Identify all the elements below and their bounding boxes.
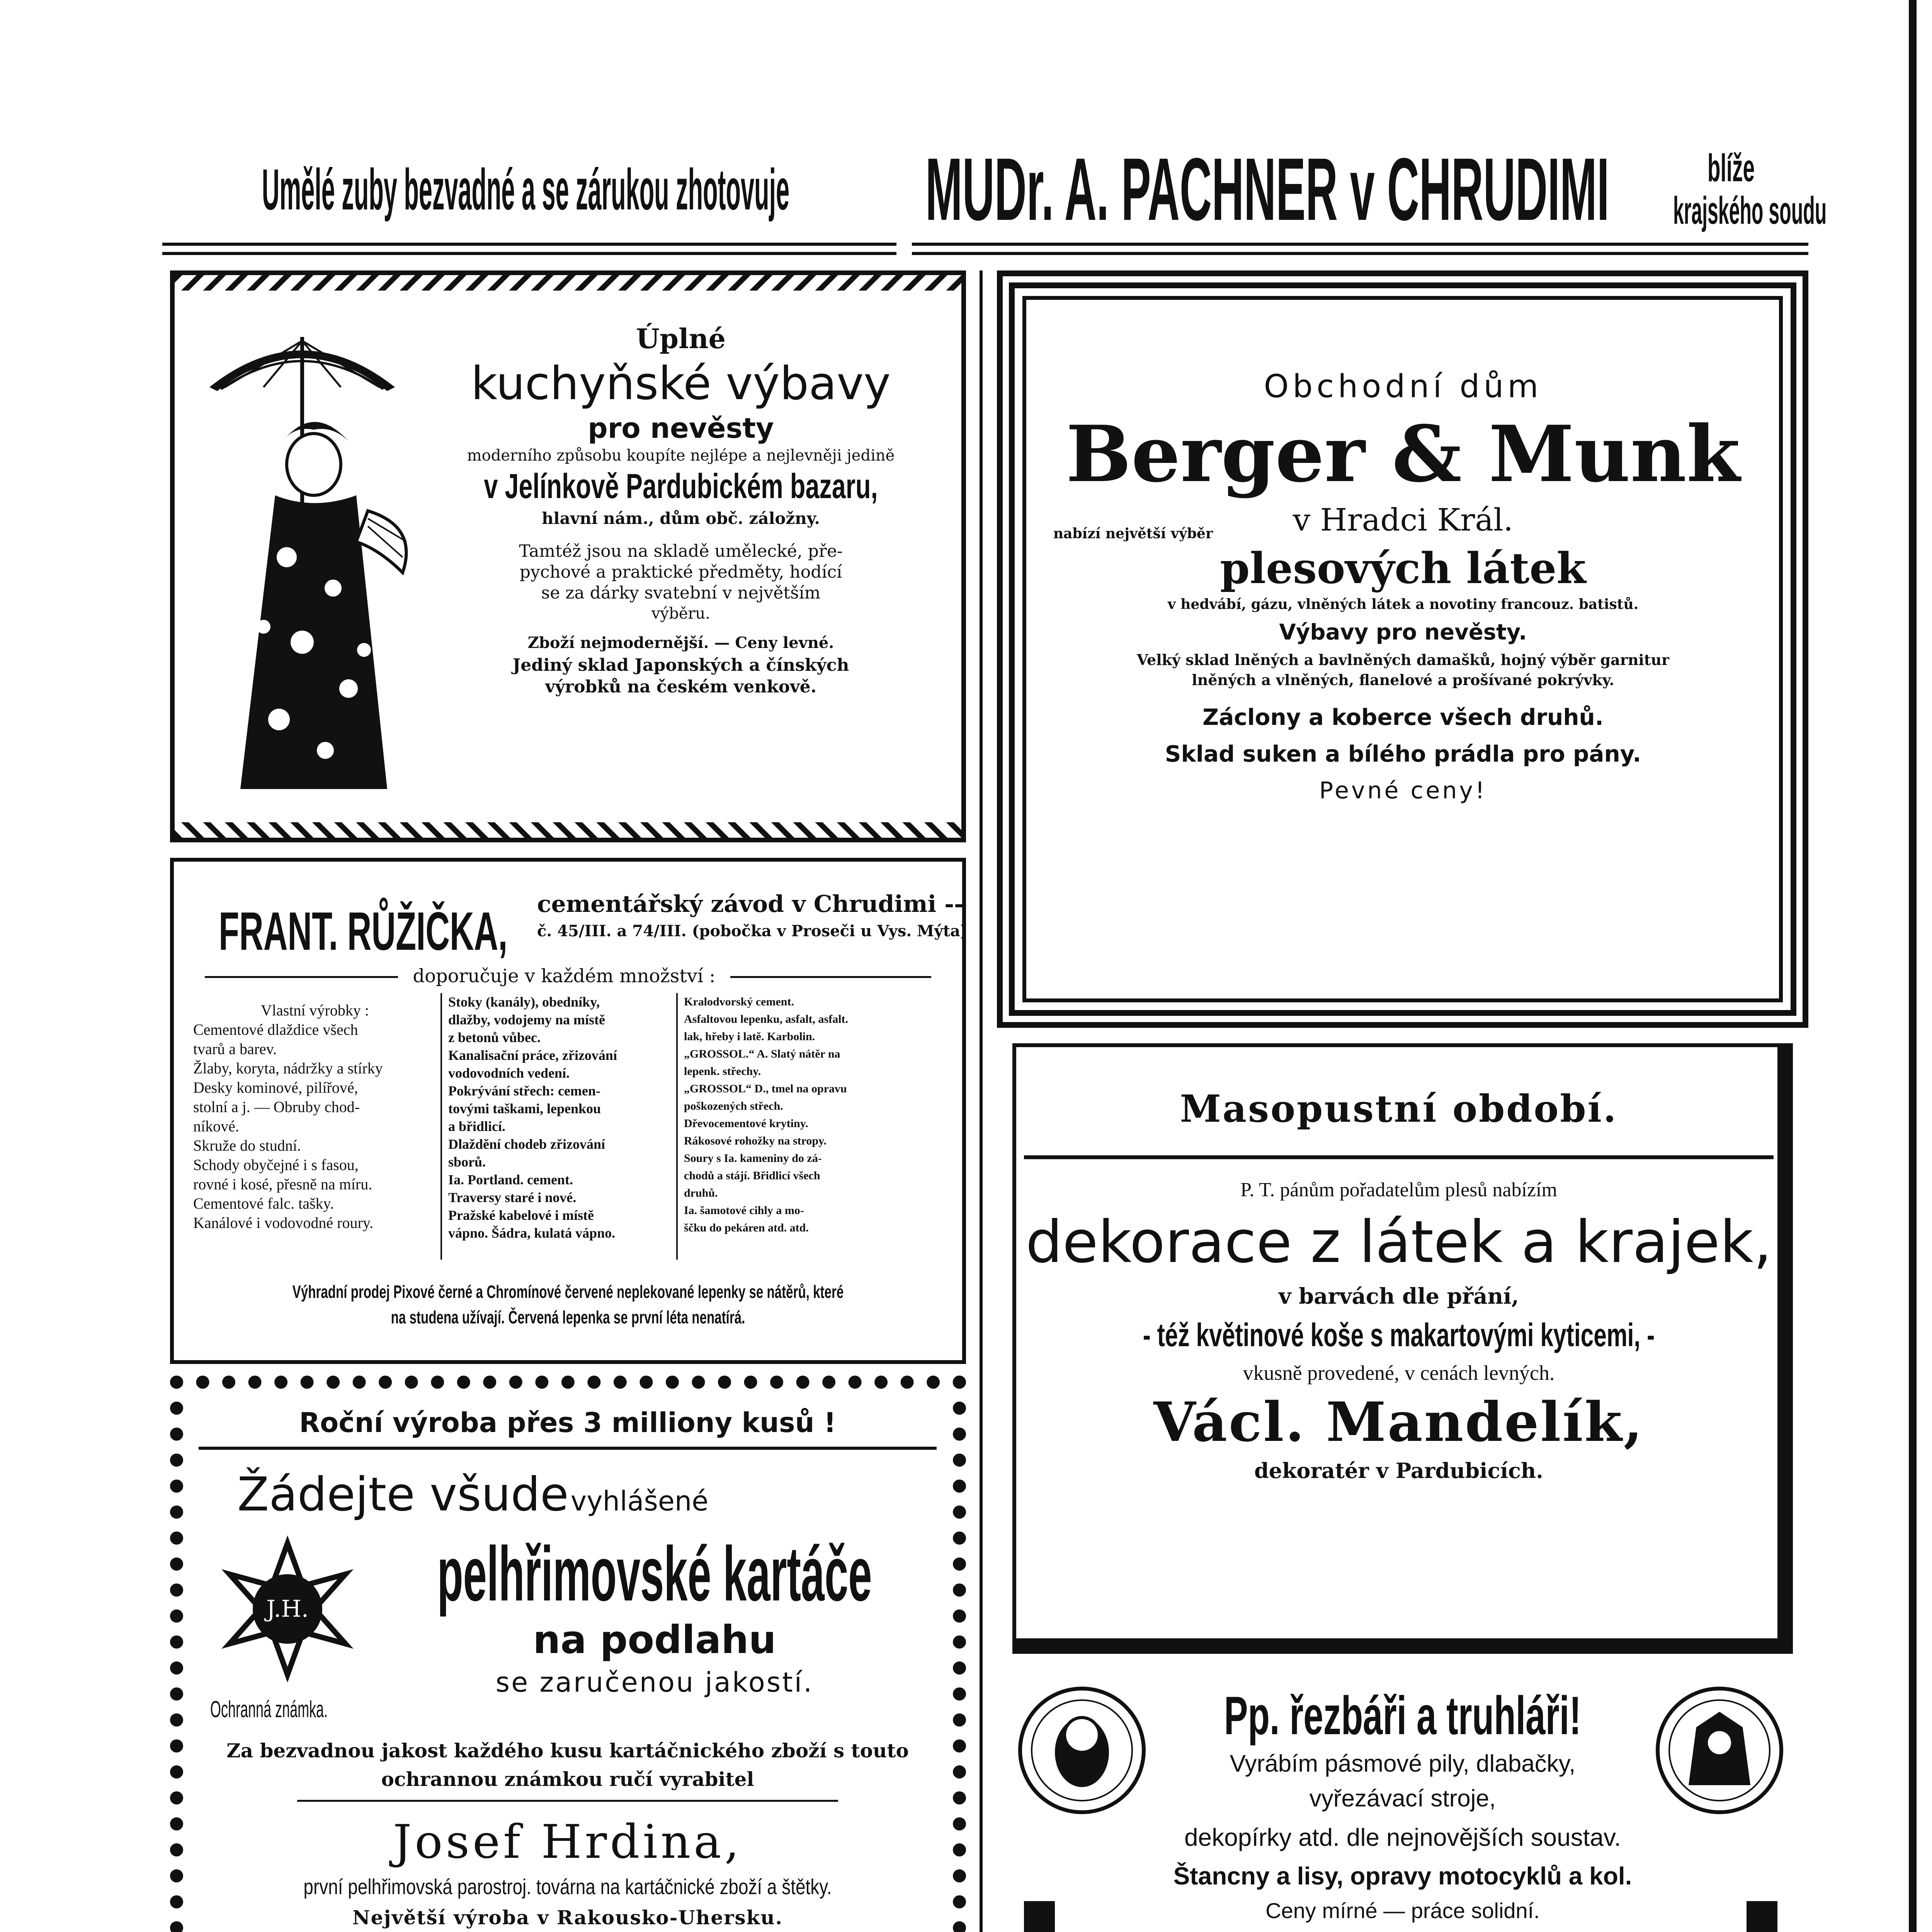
jelinek-line13: výrobků na českém venkově. (545, 677, 817, 697)
hrdina-line8: Největší výroba v Rakousko-Uhersku. (352, 1906, 783, 1929)
berger-line8: lněných a vlněných, flanelové a prošívané pokrývky. (1192, 671, 1614, 689)
ruzicka-col2-item: dlažby, vodojemy na místě (448, 1012, 605, 1027)
ruzicka-footer2: na studena užívají. Červená lepenka se první léta nenatírá. (391, 1307, 745, 1327)
ruzicka-col3-item: ščku do pekáren atd. atd. (684, 1221, 809, 1234)
zigzag-border-top (175, 275, 961, 291)
jelinek-line1: Úplné (636, 323, 726, 355)
ruzicka-col2-item: vodovodních vedení. (448, 1065, 570, 1081)
header-rule-3 (912, 243, 1808, 246)
berger-line5: v hedvábí, gázu, vlněných látek a novotiny francouz. batistů. (1167, 596, 1639, 612)
ad-polacek (1005, 1677, 1801, 1932)
ruzicka-col3 (684, 993, 954, 1236)
hrdina-top: Roční výroba přes 3 milliony kusů ! (299, 1407, 836, 1439)
ruzicka-col3-item: Rákosové rohožky na stropy. (684, 1134, 827, 1147)
polacek-title: Pp. řezbáři a truhláři! (1224, 1685, 1582, 1746)
polacek-bar-left (1024, 1901, 1055, 1932)
berger-line7: Velký sklad lněných a bavlněných damašků, hojný výběr garnitur (1137, 651, 1669, 668)
jelinek-line10: výběru. (651, 605, 711, 622)
hrdina-line3: na podlahu (533, 1617, 776, 1662)
geisha-illustration (186, 310, 418, 820)
ruzicka-col3-item: Asfaltovou lepenku, asfalt, asfalt. (684, 1013, 849, 1026)
hrdina-line4: se zaručenou jakostí. (495, 1667, 814, 1698)
mandelik-line5: vkusně provedené, v cenách levných. (1243, 1361, 1555, 1384)
jelinek-line2: kuchyňské výbavy (471, 357, 891, 410)
berger-line3: nabízí největší výběr (1053, 526, 1213, 542)
ruzicka-rule-right (730, 976, 931, 978)
mandelik-title: Masopustní období. (1180, 1087, 1618, 1131)
ruzicka-col2-item: tovými taškami, lepenkou (448, 1101, 601, 1116)
jelinek-line11: Zboží nejmodernější. — Ceny levné. (527, 634, 834, 652)
ruzicka-col2-item: Stoky (kanály), obedníky, (448, 994, 600, 1010)
berger-name: Berger & Munk (1066, 409, 1740, 500)
ruzicka-col2-item: Pražské kabelové i místě (448, 1208, 594, 1223)
ruzicka-col2-item: a břidlicí. (448, 1119, 506, 1134)
ad-mandelik (1012, 1043, 1793, 1654)
berger-line2: v Hradci Král. (1293, 502, 1514, 538)
ad-hrdina (170, 1376, 966, 1932)
header-rule-1 (162, 243, 896, 246)
hrdina-line2: pelhřimovské kartáče (437, 1531, 872, 1617)
ruzicka-col1-item: Cementové dlaždice všech (193, 1021, 358, 1038)
polacek-line3: dekopírky atd. dle nejnovějších soustav. (1184, 1823, 1621, 1851)
berger-line4: plesových látek (1220, 543, 1586, 593)
hrdina-line5: Za bezvadnou jakost každého kusu kartáčnického zboží s touto (226, 1739, 909, 1762)
ruzicka-col2-item: Kanalisační práce, zřizování (448, 1048, 617, 1063)
header-rule-2 (162, 252, 896, 255)
ruzicka-col1-item: Desky kominové, pilířové, (193, 1079, 358, 1096)
polacek-line6 (1066, 1928, 1739, 1932)
ruzicka-col3-item: „GROSSOL“ D., tmel na opravu (684, 1082, 847, 1095)
polacek-line2: vyřezávací stroje, (1309, 1785, 1496, 1812)
ruzicka-col1-item: Vlastní výrobky : (261, 1002, 369, 1019)
ruzicka-name: FRANT. RŮŽIČKA, (219, 901, 508, 961)
ruzicka-col1-item: níkové. (193, 1117, 239, 1135)
mandelik-line3: v barvách dle přání, (1278, 1284, 1519, 1309)
ruzicka-heading1: cementářský závod v Chrudimi -- (537, 891, 964, 918)
ruzicka-col1-item: Žlaby, koryta, nádržky a stírky (193, 1060, 383, 1077)
ruzicka-col3-item: druhů. (684, 1187, 718, 1199)
ruzicka-col3-item: lepenk. střechy. (684, 1065, 761, 1078)
ruzicka-col2-item: vápno. Šádra, kulatá vápno. (448, 1225, 616, 1241)
ruzicka-col2-item: sborů. (448, 1154, 486, 1170)
ruzicka-col1-item: Skruže do studní. (193, 1137, 301, 1154)
ruzicka-col3-item: Soury s Ia. kameniny do zá- (684, 1152, 822, 1165)
ruzicka-col2-item: Pokrývání střech: cemen- (448, 1083, 600, 1099)
ruzicka-col1-item: Schody obyčejné i s fasou, (193, 1156, 359, 1173)
polacek-line1: Vyrábím pásmové pily, dlabačky, (1230, 1750, 1576, 1777)
ruzicka-col2-item: z betonů vůbec. (448, 1030, 541, 1045)
ruzicka-col1 (193, 1001, 437, 1233)
ruzicka-col3-item: poškozených střech. (684, 1100, 783, 1112)
ruzicka-col2-item: Traversy staré i nové. (448, 1190, 577, 1205)
ruzicka-col-divider-2 (676, 993, 678, 1260)
ruzicka-heading2: č. 45/III. a 74/III. (pobočka v Proseči u Vys. Mýta) (537, 922, 968, 940)
mandelik-line4: - též květinové koše s makartovými kyticemi, - (1143, 1317, 1655, 1353)
jelinek-line7: Tamtéž jsou na skladě umělecké, pře- (519, 541, 843, 561)
mandelik-name: Václ. Mandelík, (1153, 1391, 1644, 1454)
jelinek-line9: se za dárky svatební v největším (541, 583, 821, 603)
hrdina-line1b: vyhlášené (570, 1485, 709, 1517)
page-edge (1909, 0, 1917, 1932)
ad-ruzicka (170, 858, 966, 1364)
hrdina-logo (214, 1536, 361, 1682)
header-center-text: MUDr. A. PACHNER v CHRUDIMI (925, 139, 1609, 239)
hrdina-line1a: Žádejte všude (237, 1468, 569, 1522)
header-right-line2: krajského soudu (1673, 189, 1827, 232)
column-divider (980, 270, 983, 1932)
jelinek-line4: moderního způsobu koupíte nejlépe a nejlevněji jedině (467, 447, 895, 464)
mandelik-line1: P. T. pánům pořadatelům plesů nabízím (1240, 1179, 1557, 1201)
ruzicka-footer1: Výhradní prodej Pixové černé a Chromínové červené neplekované lepenky se nátěrů, které (292, 1282, 844, 1302)
header-rule-4 (912, 252, 1808, 255)
ruzicka-col1-item: tvarů a barev. (193, 1040, 277, 1058)
ruzicka-col2-item: Ia. Portland. cement. (448, 1172, 573, 1187)
polacek-line4: Štancny a lisy, opravy motocyklů a kol. (1173, 1862, 1632, 1890)
berger-line6: Výbavy pro nevěsty. (1279, 620, 1527, 645)
berger-line10: Sklad suken a bílého prádla pro pány. (1165, 741, 1641, 767)
jelinek-line8: pychové a praktické předměty, hodící (519, 562, 842, 582)
ruzicka-col2-item: Dlaždění chodeb zřizování (448, 1136, 605, 1152)
zigzag-border-bottom (175, 822, 961, 838)
ruzicka-col3-item: chodů a stájí. Břidlicí všech (684, 1169, 820, 1182)
hrdina-line6: ochrannou známkou ručí vyrabitel (381, 1768, 754, 1791)
ad-berger-munk (997, 270, 1808, 1028)
hrdina-line7: první pelhřimovská parostroj. továrna na kartáčnické zboží a štětky. (303, 1874, 832, 1899)
header-bar (162, 139, 1827, 240)
mandelik-rule (1024, 1155, 1774, 1159)
ruzicka-col-divider-1 (440, 993, 442, 1260)
berger-line9: Záclony a koberce všech druhů. (1202, 704, 1604, 730)
jelinek-line5: v Jelínkově Pardubickém bazaru, (484, 467, 878, 506)
jelinek-line3: pro nevěsty (588, 412, 774, 444)
mandelik-line6: dekoratér v Pardubicích. (1254, 1458, 1543, 1483)
ruzicka-col1-item: rovné i kosé, přesně na míru. (193, 1175, 372, 1193)
ruzicka-col1-item: stolní a j. — Obruby chod- (193, 1098, 360, 1116)
berger-line11: Pevné ceny! (1319, 777, 1487, 804)
ruzicka-col3-item: „GROSSOL.“ A. Slatý nátěr na (684, 1048, 840, 1060)
ruzicka-col3-item: Dřevocementové krytiny. (684, 1117, 808, 1130)
hrdina-mark: Ochranná známka. (210, 1696, 328, 1722)
hrdina-name: Josef Hrdina, (393, 1815, 742, 1869)
jelinek-line12: Jediný sklad Japonských a čínských (512, 655, 849, 675)
polacek-bar-right (1747, 1901, 1777, 1932)
polacek-line5: Ceny mírné — práce solidní. (1265, 1898, 1540, 1923)
mandelik-line2: dekorace z látek a krajek, (1026, 1209, 1772, 1276)
header-right-line1: blíže (1707, 146, 1755, 190)
hrdina-rule-mid (297, 1800, 838, 1802)
header-left-text: Umělé zuby bezvadné a se zárukou zhotovuje (262, 157, 789, 222)
ruzicka-col1-item: Kanálové i vodovodné roury. (193, 1214, 374, 1231)
ruzicka-col1-item: Cementové falc. tašky. (193, 1195, 334, 1212)
ruzicka-col2 (448, 993, 672, 1242)
ruzicka-recommend: doporučuje v každém množství : (413, 965, 716, 987)
ruzicka-col3-item: lak, hřeby i latě. Karbolin. (684, 1030, 815, 1043)
ad-jelinek (170, 270, 966, 842)
ruzicka-col3-item: Kralodvorský cement. (684, 995, 794, 1008)
hrdina-logo-text: J.H. (266, 1595, 309, 1622)
jelinek-line6: hlavní nám., dům obč. záložny. (541, 509, 820, 528)
hrdina-rule (199, 1447, 937, 1450)
ruzicka-col3-item: Ia. šamotové cihly a mo- (684, 1204, 804, 1217)
ruzicka-rule-left (205, 976, 398, 978)
berger-line1: Obchodní dům (1264, 368, 1543, 405)
